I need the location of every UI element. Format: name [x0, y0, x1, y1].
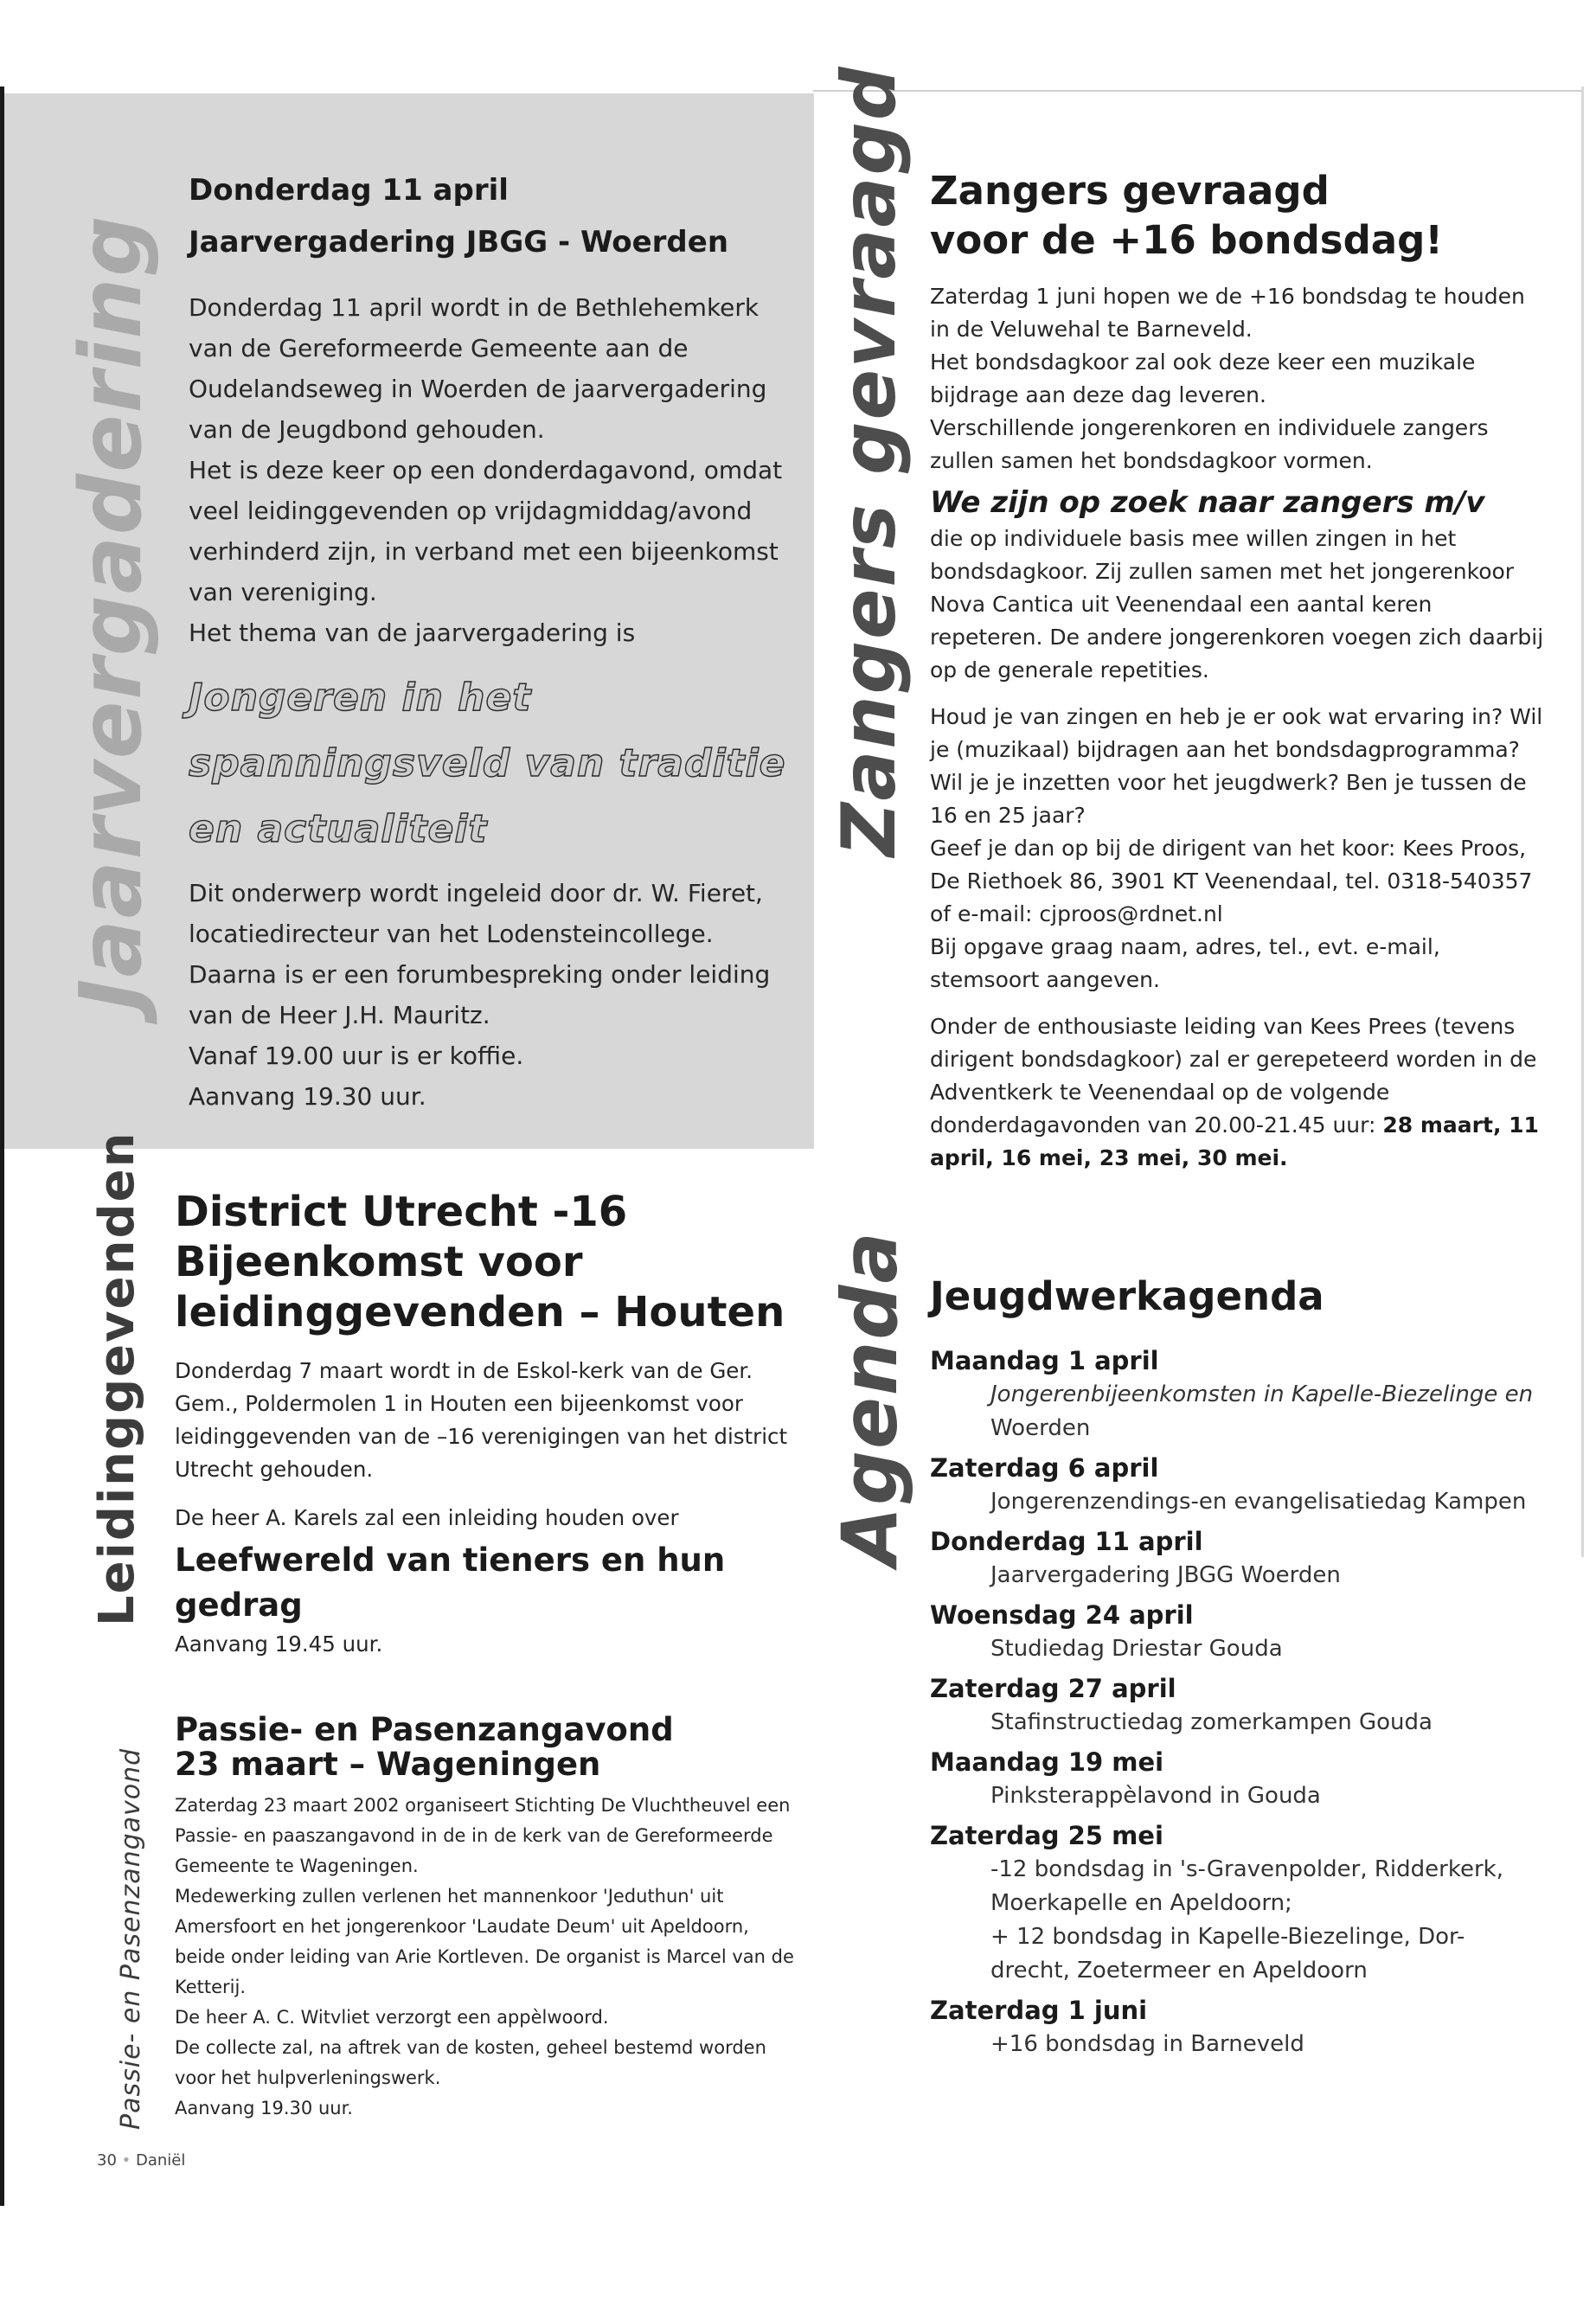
agenda-item	[930, 1745, 1561, 1813]
agenda-item-description-line: drecht, Zoetermeer en Apeldoorn	[990, 1958, 1368, 1984]
agenda-item-description-line: +16 bondsdag in Barneveld	[990, 2031, 1304, 2057]
jaarvergadering-paragraph: Daarna is er een forumbespreking onder leiding van de Heer J.H. Mauritz.	[189, 960, 771, 1029]
zangers-heading-line1: Zangers gevraagd	[930, 168, 1330, 214]
jaarvergadering-heading-line1: Donderdag 11 april	[189, 173, 509, 208]
vertical-title-agenda: Agenda	[825, 1230, 914, 1566]
zangers-paragraph: Verschillende jongerenkoren en individuele zangers zullen samen het bondsdagkoor vormen.	[930, 415, 1489, 473]
zangers-paragraph: Zaterdag 1 juni hopen we de +16 bondsdag te houden in de Veluwehal te Barneveld.	[930, 284, 1525, 342]
jaarvergadering-paragraph: Donderdag 11 april wordt in de Bethlehemkerk van de Gereformeerde Gemeente aan de Oudelandseweg in Woerden de jaarvergadering van de Jeugdbond gehouden.	[189, 293, 767, 444]
passie-paragraph: Zaterdag 23 maart 2002 organiseert Stichting De Vluchtheuvel een Passie- en paaszangavond in de in de kerk van de Gereformeerde Gemeente te Wageningen.	[175, 1795, 791, 1876]
agenda-item-date: Zaterdag 27 april	[930, 1674, 1176, 1703]
leidinggevenden-heading-line2: Bijeenkomst voor	[175, 1238, 583, 1286]
agenda-item-date: Zaterdag 25 mei	[930, 1821, 1163, 1850]
zangers-subheading: We zijn op zoek naar zangers m/v	[930, 485, 1485, 520]
agenda-item	[930, 1818, 1561, 1988]
jaarvergadering-section	[189, 164, 794, 1117]
jaarvergadering-paragraph: Aanvang 19.30 uur.	[189, 1082, 426, 1111]
jaarvergadering-heading-line2: Jaarvergadering JBGG - Woerden	[189, 225, 729, 260]
agenda-item-description	[930, 1378, 1561, 1445]
agenda-item-date: Zaterdag 1 juni	[930, 1996, 1148, 2025]
passie-paragraph: De collecte zal, na aftrek van de kosten, geheel bestemd worden voor het hulpverleningswerk.	[175, 2037, 766, 2088]
passie-paragraph: De heer A. C. Witvliet verzorgt een appèlwoord.	[175, 2007, 609, 2028]
passie-paragraph: Medewerking zullen verlenen het mannenkoor 'Jeduthun' uit Amersfoort en het jongerenkoor 'Laudate Deum' uit Apeldoorn, beide onder leiding van Arie Kortleven. De organist is Marcel van de Ketterij.	[175, 1886, 794, 1997]
page-number: 30	[97, 2151, 117, 2170]
leidinggevenden-section	[175, 1187, 798, 1661]
jaarvergadering-paragraph: Het is deze keer op een donderdagavond, omdat veel leidinggevenden op vrijdagmiddag/avond verhinderd zijn, in verband met een bijeenkomst van vereniging.	[189, 456, 783, 606]
zangers-heading-line2: voor de +16 bondsdag!	[930, 217, 1443, 263]
passie-pasenzangavond-section	[175, 1713, 798, 2124]
zangers-paragraph: Bij opgave graag naam, adres, tel., evt. e-mail, stemsoort aangeven.	[930, 934, 1440, 992]
agenda-item	[930, 1343, 1561, 1445]
magazine-name: Daniël	[136, 2151, 186, 2170]
zangers-paragraph: Geef je dan op bij de dirigent van het koor: Kees Proos, De Riethoek 86, 3901 KT Veenendaal, tel. 0318-540357 of e-mail: cjproos@rdnet.nl	[930, 836, 1533, 926]
agenda-item-description-line: Jaarvergadering JBGG Woerden	[990, 1562, 1341, 1588]
jaarvergadering-paragraph: Dit onderwerp wordt ingeleid door dr. W. Fieret, locatiedirecteur van het Lodensteincollege.	[189, 879, 763, 948]
passie-heading-line2: 23 maart – Wageningen	[175, 1746, 601, 1783]
agenda-item	[930, 1671, 1561, 1740]
agenda-section	[930, 1272, 1561, 2067]
agenda-item-description-line: Studiedag Driestar Gouda	[990, 1636, 1283, 1662]
agenda-item	[930, 1451, 1561, 1519]
agenda-item-date: Donderdag 11 april	[930, 1527, 1203, 1556]
vertical-title-passie-pasenzangavond: Passie- en Pasenzangavond	[116, 1747, 146, 2130]
zangers-paragraph: die op individuele basis mee willen zingen in het bondsdagkoor. Zij zullen samen met het jongerenkoor Nova Cantica uit Veenendaal een aantal keren repeteren. De andere jongerenkoren voegen zich daarbij op de generale repetities.	[930, 526, 1544, 683]
agenda-item-description-line: Woerden	[990, 1415, 1091, 1441]
zangers-paragraph: Het bondsdagkoor zal ook deze keer een muzikale bijdrage aan deze dag leveren.	[930, 349, 1476, 407]
agenda-item-description-line: + 12 bondsdag in Kapelle-Biezelinge, Dor-	[990, 1924, 1465, 1950]
agenda-item-date: Maandag 1 april	[930, 1346, 1159, 1375]
passie-heading-line1: Passie- en Pasenzangavond	[175, 1711, 674, 1748]
agenda-item-description-line: Jongerenzendings-en evangelisatiedag Kampen	[990, 1489, 1527, 1515]
agenda-item-date: Woensdag 24 april	[930, 1600, 1194, 1630]
vertical-title-zangers-gevraagd: Zangers gevraagd	[826, 65, 913, 856]
agenda-heading: Jeugdwerkagenda	[930, 1273, 1324, 1319]
footer-separator: •	[121, 2151, 131, 2170]
agenda-item-description-line: Moerkapelle en Apeldoorn;	[990, 1890, 1292, 1916]
agenda-item-description-line: Pinksterappèlavond in Gouda	[990, 1783, 1321, 1809]
leidinggevenden-paragraph: Donderdag 7 maart wordt in de Eskol-kerk van de Ger. Gem., Poldermolen 1 in Houten een bijeenkomst voor leidinggevenden van de –16 verenigingen van het district Utrecht gehouden.	[175, 1358, 788, 1482]
jaarvergadering-paragraph: Het thema van de jaarvergadering is	[189, 619, 636, 647]
leidinggevenden-heading-line1: District Utrecht -16	[175, 1188, 628, 1236]
zangers-paragraph	[930, 1010, 1548, 1175]
leidinggevenden-paragraph: Aanvang 19.45 uur.	[175, 1631, 383, 1657]
vertical-title-jaarvergadering: Jaarvergadering	[62, 214, 161, 1010]
scan-edge-right	[1581, 87, 1584, 1557]
leidinggevenden-subject: Leefwereld van tieners en hun gedrag	[175, 1541, 726, 1624]
jaarvergadering-theme: Jongeren in het spanningsveld van traditie en actualiteit	[189, 676, 786, 851]
leidinggevenden-paragraph: De heer A. Karels zal een inleiding houden over	[175, 1505, 679, 1530]
agenda-item	[930, 1993, 1561, 2061]
agenda-item	[930, 1524, 1561, 1593]
agenda-item-description-line: Stafinstructiedag zomerkampen Gouda	[990, 1709, 1433, 1735]
agenda-item	[930, 1598, 1561, 1666]
vertical-title-leidinggevenden: Leidinggevenden	[89, 1131, 145, 1626]
agenda-item-date: Zaterdag 6 april	[930, 1453, 1159, 1483]
zangers-gevraagd-section	[930, 166, 1548, 1175]
zangers-paragraph: Houd je van zingen en heb je er ook wat ervaring in? Wil je (muzikaal) bijdragen aan het bondsdagprogramma? Wil je je inzetten voor het jeugdwerk? Ben je tussen de 16 en 25 jaar?	[930, 704, 1543, 828]
agenda-item-description-line: Jongerenbijeenkomsten in Kapelle-Biezelinge en	[990, 1381, 1534, 1407]
scan-edge-top	[813, 90, 1581, 92]
zangers-rehearsal-text: Onder de enthousiaste leiding van Kees Prees (tevens dirigent bondsdagkoor) zal er gerepeteerd worden in de Adventkerk te Veenendaal op de volgende donderdagavonden van 20.00-21.45 uur:	[930, 1014, 1537, 1138]
passie-paragraph: Aanvang 19.30 uur.	[175, 2098, 353, 2118]
agenda-item-description	[930, 1853, 1561, 1988]
page-footer	[97, 2151, 185, 2170]
zangers-rehearsal-dates: 28 maart, 11 april, 16 mei, 23 mei, 30 mei.	[930, 1112, 1539, 1170]
agenda-item-date: Maandag 19 mei	[930, 1747, 1164, 1777]
jaarvergadering-paragraph: Vanaf 19.00 uur is er koffie.	[189, 1042, 524, 1070]
leidinggevenden-heading-line3: leidinggevenden – Houten	[175, 1288, 785, 1336]
agenda-item-description-line: -12 bondsdag in 's-Gravenpolder, Ridderkerk,	[990, 1856, 1503, 1882]
